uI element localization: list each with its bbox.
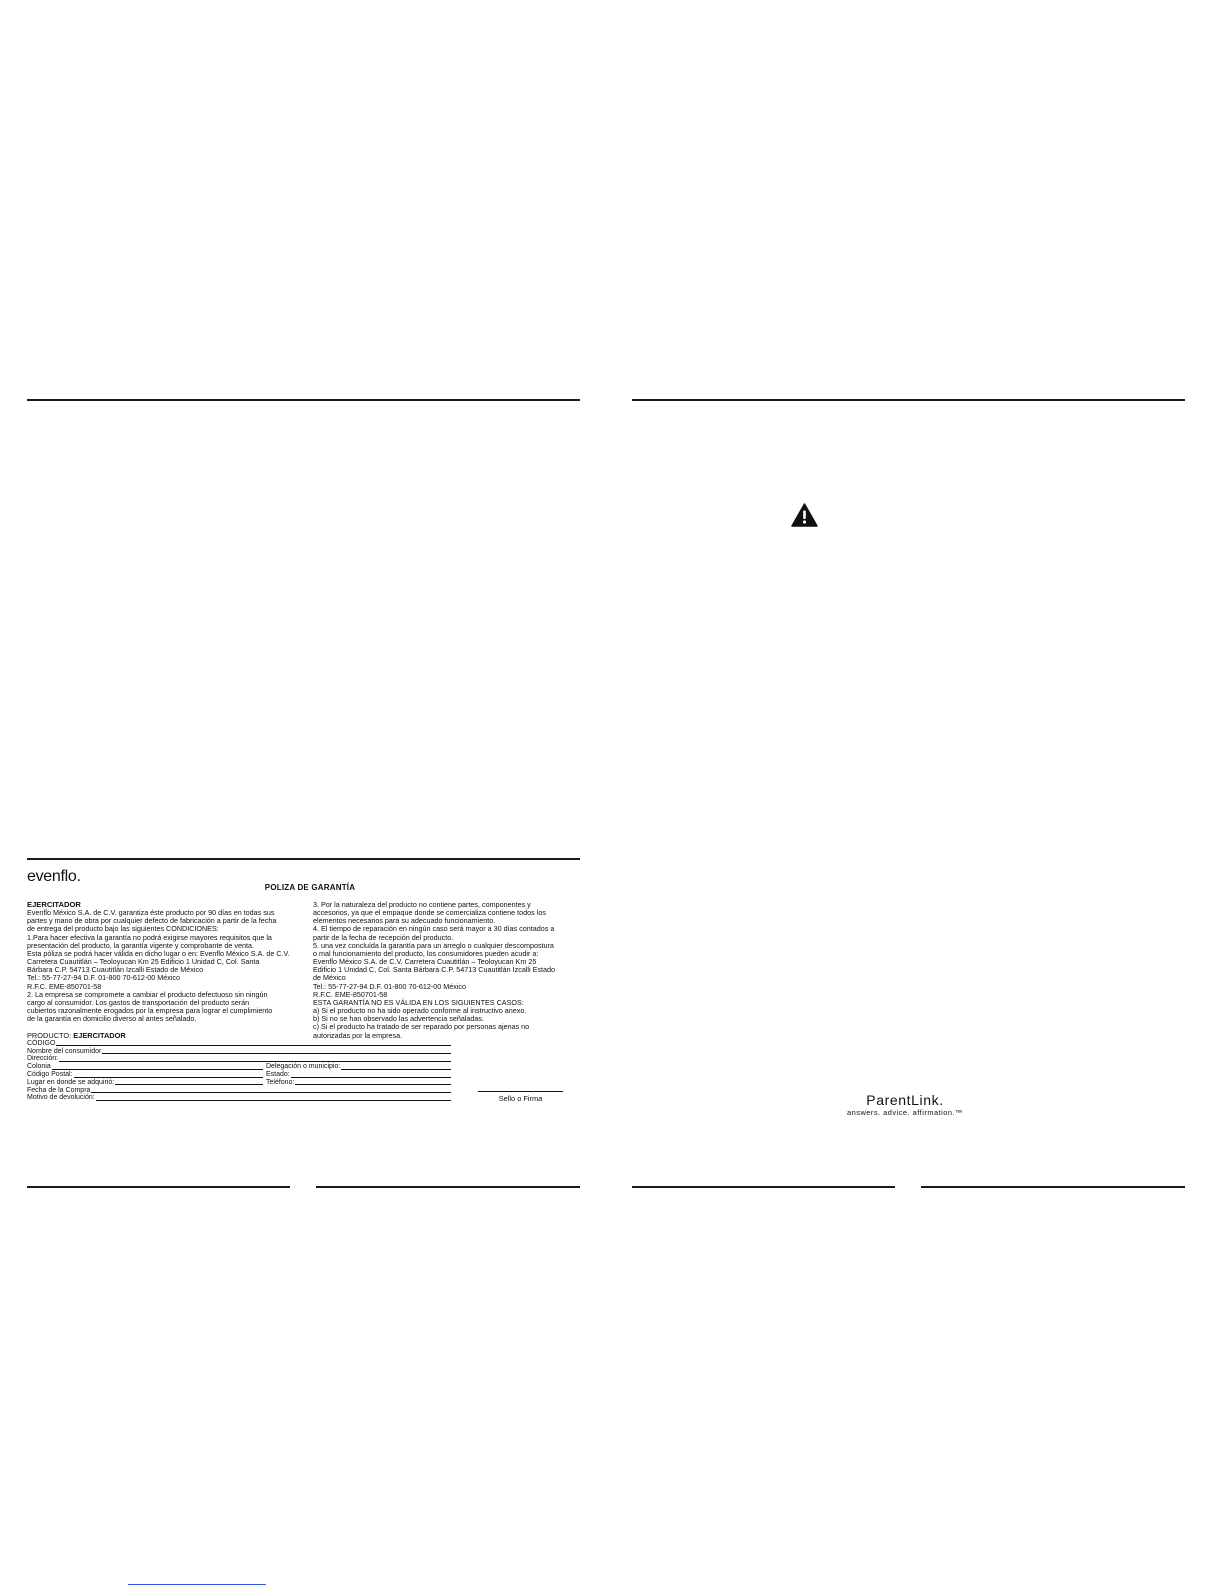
warranty-form	[27, 1032, 452, 1102]
top-rule-right	[632, 399, 1185, 401]
bottom-rule-right-a	[632, 1186, 895, 1188]
nombre-row	[27, 1048, 452, 1056]
delegacion-field[interactable]	[341, 1069, 451, 1070]
lugar-row	[27, 1079, 452, 1087]
parentlink-logo	[830, 1092, 980, 1118]
warranty-right-line: Tel.: 55-77-27-94 D.F. 01-800 70-612-00 México	[313, 981, 467, 991]
warranty-left-line: 1.Para hacer efectiva la garantía no podrá exigirse mayores requisitos que la	[27, 932, 272, 942]
motivo-row	[27, 1094, 452, 1102]
fecha-label: Fecha de la Compra	[27, 1086, 91, 1094]
warranty-right-line: de México	[313, 973, 346, 983]
warranty-right-column	[313, 901, 581, 1040]
estado-label: Estado:	[266, 1070, 290, 1078]
signature-line[interactable]	[478, 1091, 563, 1092]
warranty-right-line: ESTA GARANTÍA NO ES VÁLIDA EN LOS SIGUIENTES CASOS:	[313, 997, 524, 1007]
warranty-right-line: a) Si el producto no ha sido operado conforme al instructivo anexo.	[313, 1006, 527, 1016]
delegacion-label: Delegación o municipio:	[266, 1063, 341, 1071]
warranty-right-line: partir de la fecha de recepción del producto.	[313, 932, 454, 942]
fecha-field[interactable]	[91, 1092, 451, 1093]
parentlink-tagline: answers. advice. affirmation.™	[847, 1108, 963, 1117]
telefono-field[interactable]	[295, 1084, 451, 1085]
warranty-right-line: autorizadas por la empresa.	[313, 1030, 403, 1040]
colonia-half	[27, 1063, 264, 1071]
lugar-label: Lugar en donde se adquirió:	[27, 1078, 115, 1086]
warranty-left-line: de entrega del producto bajo las siguientes CONDICIONES:	[27, 924, 219, 934]
warranty-left-line: Tel.: 55-77-27-94 D.F. 01-800 70-612-00 México	[27, 973, 181, 983]
warranty-right-line: 5. una vez concluída la garantía para un arreglo o cualquier descompostura	[313, 940, 554, 950]
warranty-left-line: cubiertos razonalmente erogados por la empresa para lograr el cumplimiento	[27, 1006, 273, 1016]
warranty-left-line: Evenflo México S.A. de C.V. garantiza éste producto por 90 días en todas sus	[27, 908, 275, 918]
cp-half	[27, 1071, 264, 1079]
parentlink-brand: ParentLink.	[866, 1092, 944, 1108]
colonia-row	[27, 1063, 452, 1071]
bottom-rule-right-b	[921, 1186, 1185, 1188]
warranty-left-line: R.F.C. EME-850701-58	[27, 981, 102, 991]
warranty-top-rule	[27, 858, 580, 860]
warranty-right-line: Evenflo México S.A. de C.V. Carretera Cuautitlán – Teoloyucan Km 25	[313, 957, 537, 967]
warranty-left-line: Carretera Cuautitlán – Teoloyucan Km 25 Edificio 1 Unidad C, Col. Santa	[27, 957, 260, 967]
codigo-label: CÓDIGO	[27, 1039, 56, 1047]
warranty-right-line: o mal funcionamiento del producto, los consumidores pueden acudir a:	[313, 948, 539, 958]
direccion-field[interactable]	[59, 1061, 451, 1062]
fecha-row	[27, 1087, 452, 1095]
nombre-label: Nombre del consumidor	[27, 1047, 102, 1055]
direccion-label: Dirección:	[27, 1055, 59, 1063]
warranty-right-line: 4. El tiempo de reparación en ningún caso será mayor a 30 días contados a	[313, 924, 555, 934]
warranty-left-line: partes y mano de obra por cualquier defecto de fabricación a partir de la fecha	[27, 916, 277, 926]
warranty-left-line: Bárbara C.P. 54713 Cuautitlán Izcalli Estado de México	[27, 965, 204, 975]
warranty-right-line: R.F.C. EME-850701-58	[313, 989, 388, 999]
warranty-right-line: accesorios, ya que el empaque donde se comercializa contiene todos los	[313, 908, 546, 918]
warning-triangle-icon	[791, 503, 818, 527]
warranty-right-line: elementos necesarios para su adecuado funcionamiento.	[313, 916, 496, 926]
codigo-field[interactable]	[56, 1045, 451, 1046]
warranty-left-line: presentación del producto, la garantía vigente y comprobante de venta.	[27, 940, 254, 950]
warranty-right-line: c) Si el producto ha tratado de ser reparado por personas ajenas no	[313, 1022, 530, 1032]
product-row	[27, 1032, 452, 1040]
codigo-row	[27, 1040, 452, 1048]
warranty-title: POLIZA DE GARANTÍA	[264, 883, 356, 892]
telefono-label: Teléfono:	[266, 1078, 295, 1086]
bottom-rule-left-a	[27, 1186, 290, 1188]
warranty-left-line: de la garantía en domicilio diverso al antes señalado.	[27, 1014, 197, 1024]
evenflo-logo-text: evenflo.	[27, 868, 81, 885]
evenflo-logo	[27, 867, 87, 887]
warranty-left-line: cargo al consumidor. Los gastos de transportación del producto serán	[27, 997, 250, 1007]
warranty-right-line: 3. Por la naturaleza del producto no contiene partes, componentes y	[313, 900, 531, 909]
cp-row	[27, 1071, 452, 1079]
colonia-label: Colonia	[27, 1063, 51, 1071]
bottom-rule-left-b	[316, 1186, 580, 1188]
codigo-postal-label: Código Postal:	[27, 1070, 73, 1078]
warranty-left-column	[27, 901, 312, 1023]
codigo-postal-field[interactable]	[74, 1077, 263, 1078]
warranty-left-line: Esta póliza se podrá hacer válida en dicho lugar o en: Evenflo México S.A. de C.V.	[27, 948, 290, 958]
motivo-label: Motivo de devolución:	[27, 1094, 95, 1102]
warranty-left-line: EJERCITADOR	[27, 900, 81, 909]
estado-field[interactable]	[291, 1077, 451, 1078]
top-rule-left	[27, 399, 580, 401]
lugar-field[interactable]	[115, 1084, 263, 1085]
product-label: PRODUCTO:	[27, 1031, 72, 1040]
signature-label: Sello o Firma	[498, 1094, 543, 1103]
colonia-field[interactable]	[52, 1069, 263, 1070]
motivo-field[interactable]	[96, 1100, 451, 1101]
warranty-left-line: 2. La empresa se compromete a cambiar el producto defectuoso sin ningún	[27, 989, 268, 999]
direccion-row	[27, 1055, 452, 1063]
nombre-field[interactable]	[102, 1053, 451, 1054]
product-name: EJERCITADOR	[73, 1031, 126, 1040]
lugar-half	[27, 1079, 264, 1087]
warranty-right-line: Edificio 1 Unidad C, Col. Santa Bárbara C.P. 54713 Cuautitlán Izcalli Estado	[313, 965, 555, 975]
warranty-right-line: b) Si no se han observado las advertencia señaladas.	[313, 1014, 485, 1024]
